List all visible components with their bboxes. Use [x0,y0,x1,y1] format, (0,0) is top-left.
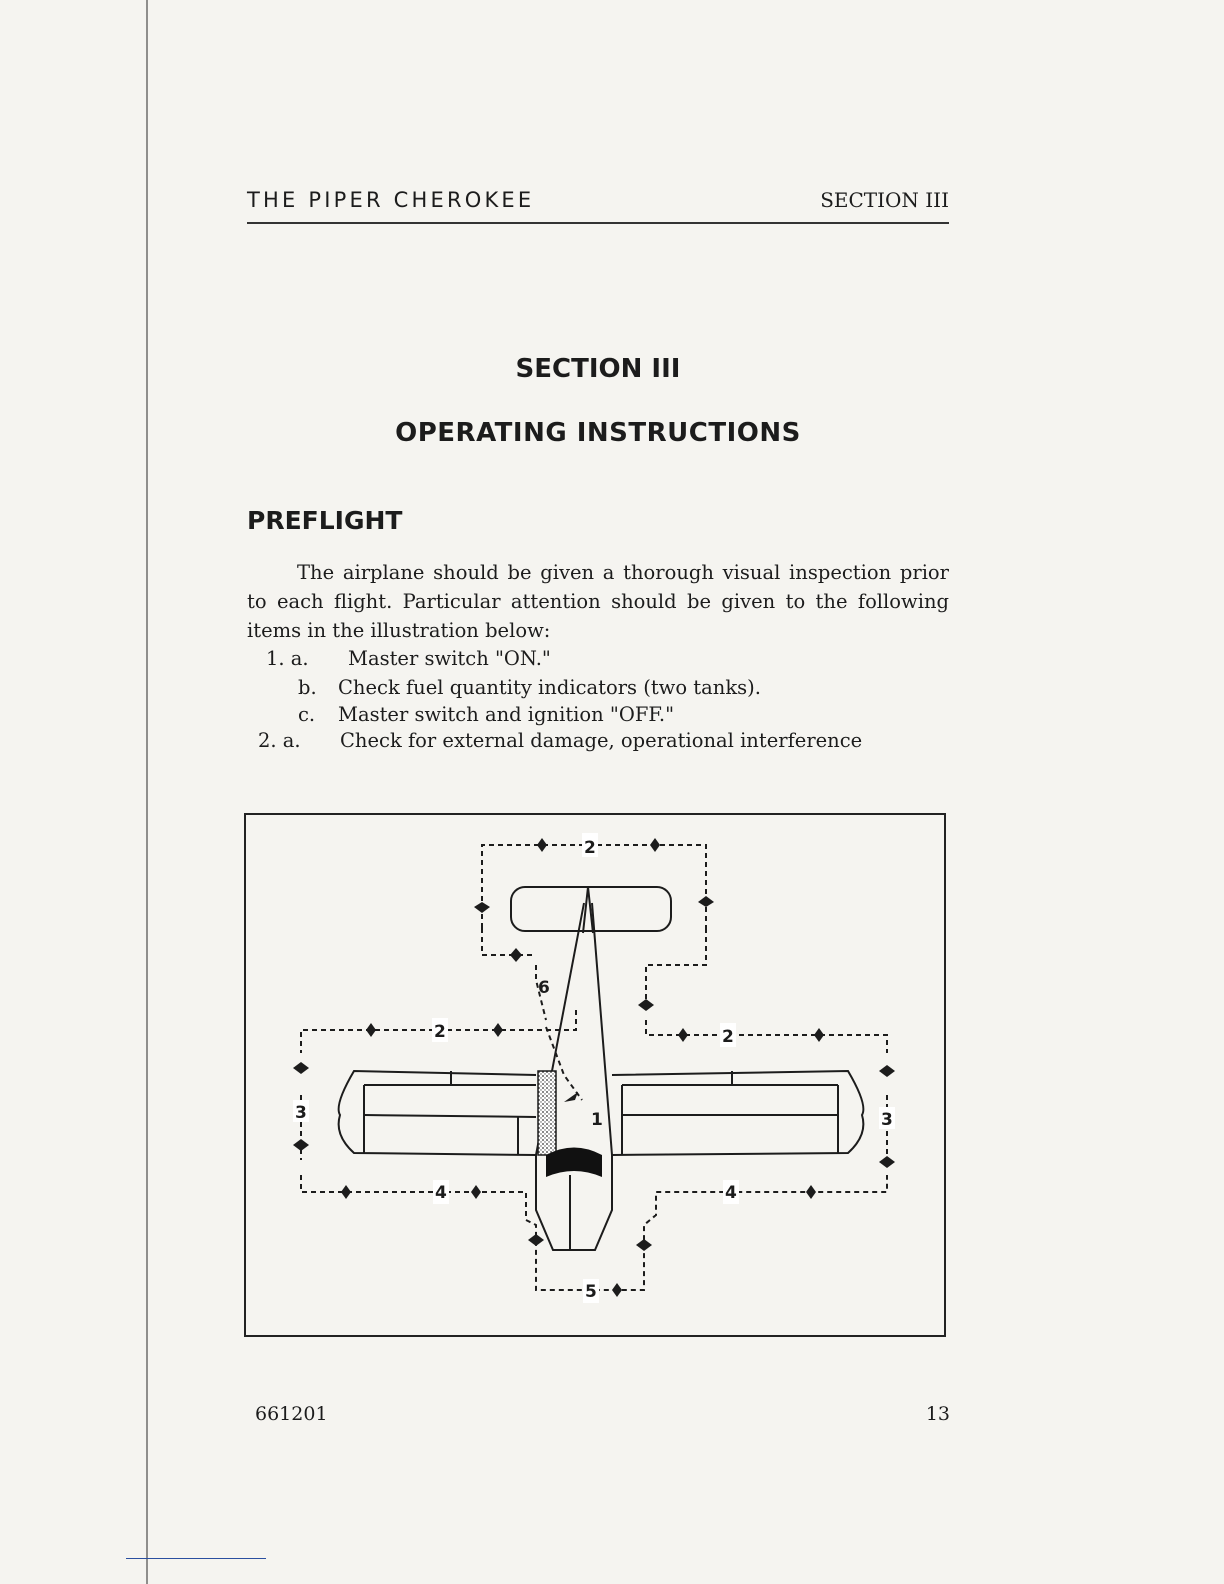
checklist-item [298,676,761,699]
item-marker: b. [298,676,317,699]
item-text: Master switch and ignition "OFF." [338,703,675,726]
walkaround-illustration [244,813,946,1337]
header-section: SECTION III [820,188,949,212]
aircraft-diagram [246,815,948,1339]
intro-paragraph [247,558,949,645]
wing-walk [538,1071,556,1155]
label-tail: 2 [584,838,596,858]
page-number: 13 [925,1403,950,1425]
right-wing [612,1071,863,1155]
header-title: THE PIPER CHEROKEE [247,188,535,212]
preflight-heading: PREFLIGHT [247,506,403,535]
checklist-item [298,703,674,726]
item-text: Check fuel quantity indicators (two tanks). [338,676,761,699]
checklist-item [258,729,950,752]
label-left-wing-front: 2 [434,1022,446,1042]
document-code: 661201 [255,1403,328,1425]
item-text: Check for external damage, operational interference [340,729,863,752]
intro-text: The airplane should be given a thorough visual inspection prior to each flight. Particular attention should be given to the following items in the illustration below: [247,561,949,642]
left-wing [339,1071,536,1155]
label-right-wing-front: 2 [722,1027,734,1047]
checklist-item [266,647,551,670]
item-marker: 1. a. [266,647,309,670]
label-right-wing-rear: 4 [725,1183,737,1203]
page-edge [146,0,148,1584]
item-marker: c. [298,703,316,726]
label-nose: 5 [585,1282,597,1302]
label-left-wing-rear: 4 [435,1183,447,1203]
label-fuselage: 6 [538,978,550,998]
section-subtitle: OPERATING INSTRUCTIONS [395,418,801,448]
windshield [546,1148,602,1178]
item-text: Master switch "ON." [348,647,551,670]
running-header [247,186,949,224]
label-right-tip: 3 [881,1110,893,1130]
label-left-tip: 3 [295,1103,307,1123]
item-marker: 2. a. [258,729,301,752]
edge-rule [126,1558,266,1559]
label-cockpit: 1 [591,1110,603,1130]
section-title: SECTION III [515,354,681,384]
vertical-fin [583,887,593,933]
